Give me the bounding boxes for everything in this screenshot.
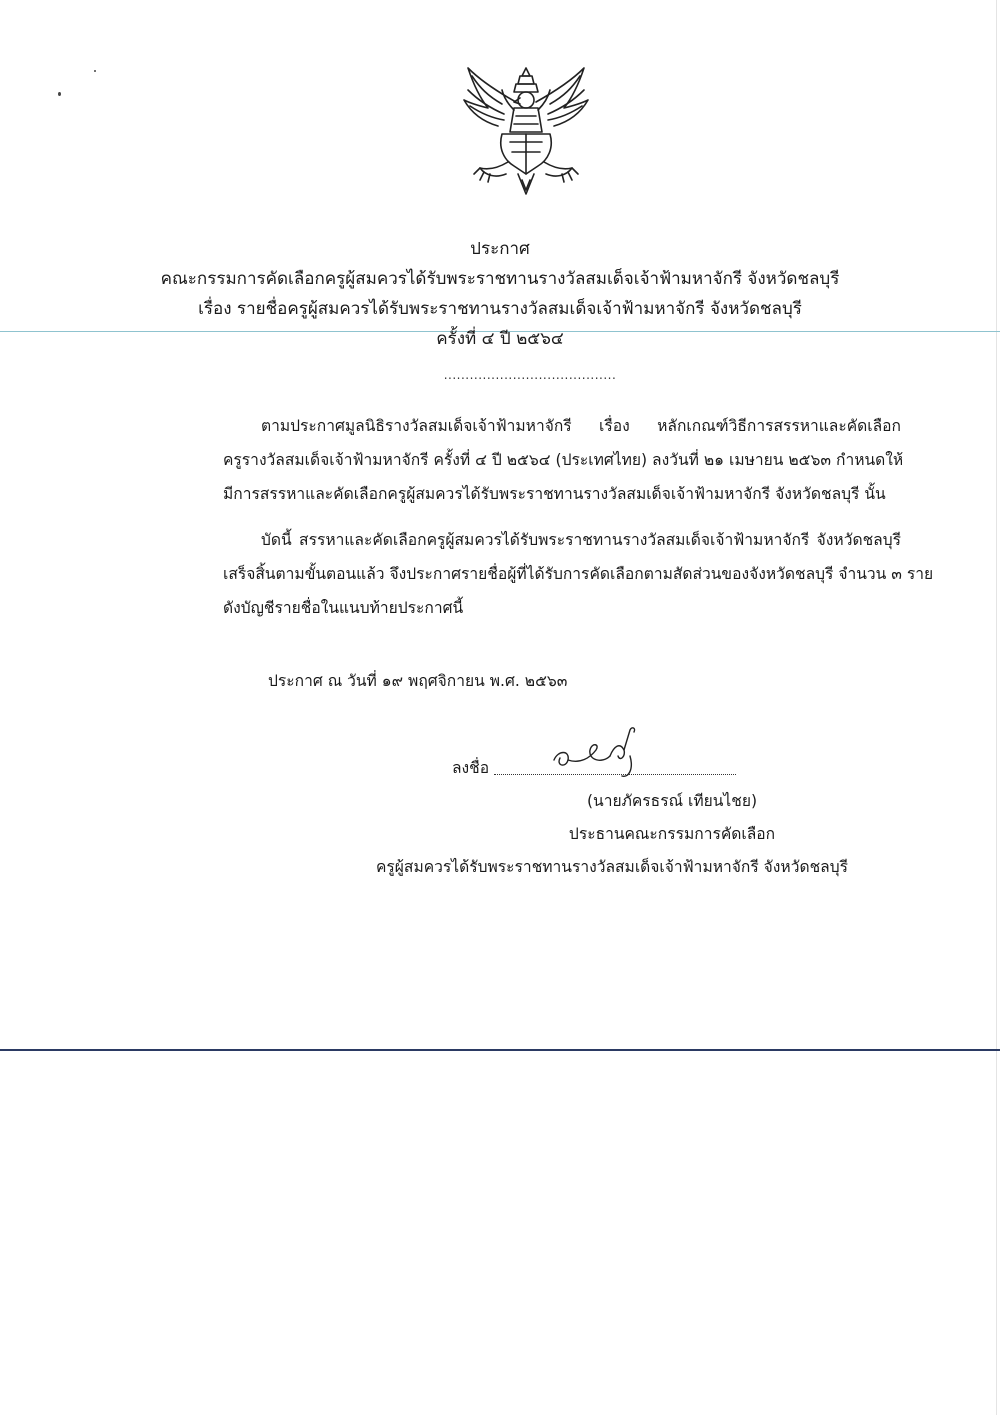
signatory-name: (นายภัครธรณ์ เทียนไชย) — [586, 792, 758, 810]
page-edge — [996, 0, 997, 1415]
signature-block — [362, 752, 862, 884]
paragraph-1 — [223, 409, 904, 511]
paragraph-2 — [223, 523, 934, 625]
signatory-committee: ครูผู้สมควรได้รับพระราชทานรางวัลสมเด็จเจ้าฟ้ามหาจักรี จังหวัดชลบุรี — [375, 858, 848, 876]
paragraph-1-line-2: ครูรางวัลสมเด็จเจ้าฟ้ามหาจักรี ครั้งที่ ๔ ปี ๒๕๖๔ (ประเทศไทย) ลงวันที่ ๒๑ เมษายน ๒๕๖๓ กำหนดให้ — [223, 451, 904, 469]
header-title: ประกาศ — [470, 239, 530, 259]
garuda-emblem-icon — [458, 62, 594, 200]
header-subject: เรื่อง รายชื่อครูผู้สมควรได้รับพระราชทานรางวัลสมเด็จเจ้าฟ้ามหาจักรี จังหวัดชลบุรี — [198, 299, 802, 319]
paragraph-1-line-3: มีการสรรหาและคัดเลือกครูผู้สมควรได้รับพระราชทานรางวัลสมเด็จเจ้าฟ้ามหาจักรี จังหวัดชลบุรี นั้น — [223, 485, 886, 503]
announcement-header — [0, 234, 1000, 354]
header-round: ครั้งที่ ๔ ปี ๒๕๖๔ — [436, 329, 564, 349]
signature-row — [362, 752, 862, 785]
scan-speck — [94, 70, 96, 72]
header-committee: คณะกรรมการคัดเลือกครูผู้สมควรได้รับพระราชทานรางวัลสมเด็จเจ้าฟ้ามหาจักรี จังหวัดชลบุรี — [160, 269, 840, 289]
paragraph-2-line-3: ดังบัญชีรายชื่อในแนบท้ายประกาศนี้ — [223, 599, 464, 617]
scan-line-bottom — [0, 1049, 1000, 1051]
scan-speck — [58, 92, 61, 96]
paragraph-1-line-1: ตามประกาศมูลนิธิรางวัลสมเด็จเจ้าฟ้ามหาจักรี เรื่อง หลักเกณฑ์วิธีการสรรหาและคัดเลือก — [261, 417, 901, 435]
paragraph-2-line-2: เสร็จสิ้นตามขั้นตอนแล้ว จึงประกาศรายชื่อผู้ที่ได้รับการคัดเลือกตามสัดส่วนของจังหวัดชลบุรี จำนวน ๓ ราย — [223, 565, 934, 583]
header-divider: ........................................ — [443, 368, 617, 382]
handwritten-signature-icon — [540, 720, 660, 780]
signatory-position: ประธานคณะกรรมการคัดเลือก — [568, 825, 776, 843]
announcement-date: ประกาศ ณ วันที่ ๑๙ พฤศจิกายน พ.ศ. ๒๕๖๓ — [268, 672, 568, 690]
signature-label: ลงชื่อ — [452, 759, 490, 777]
paragraph-2-line-1: บัดนี้ สรรหาและคัดเลือกครูผู้สมควรได้รับพระราชทานรางวัลสมเด็จเจ้าฟ้ามหาจักรี จังหวัดชลบุรี — [261, 531, 901, 549]
